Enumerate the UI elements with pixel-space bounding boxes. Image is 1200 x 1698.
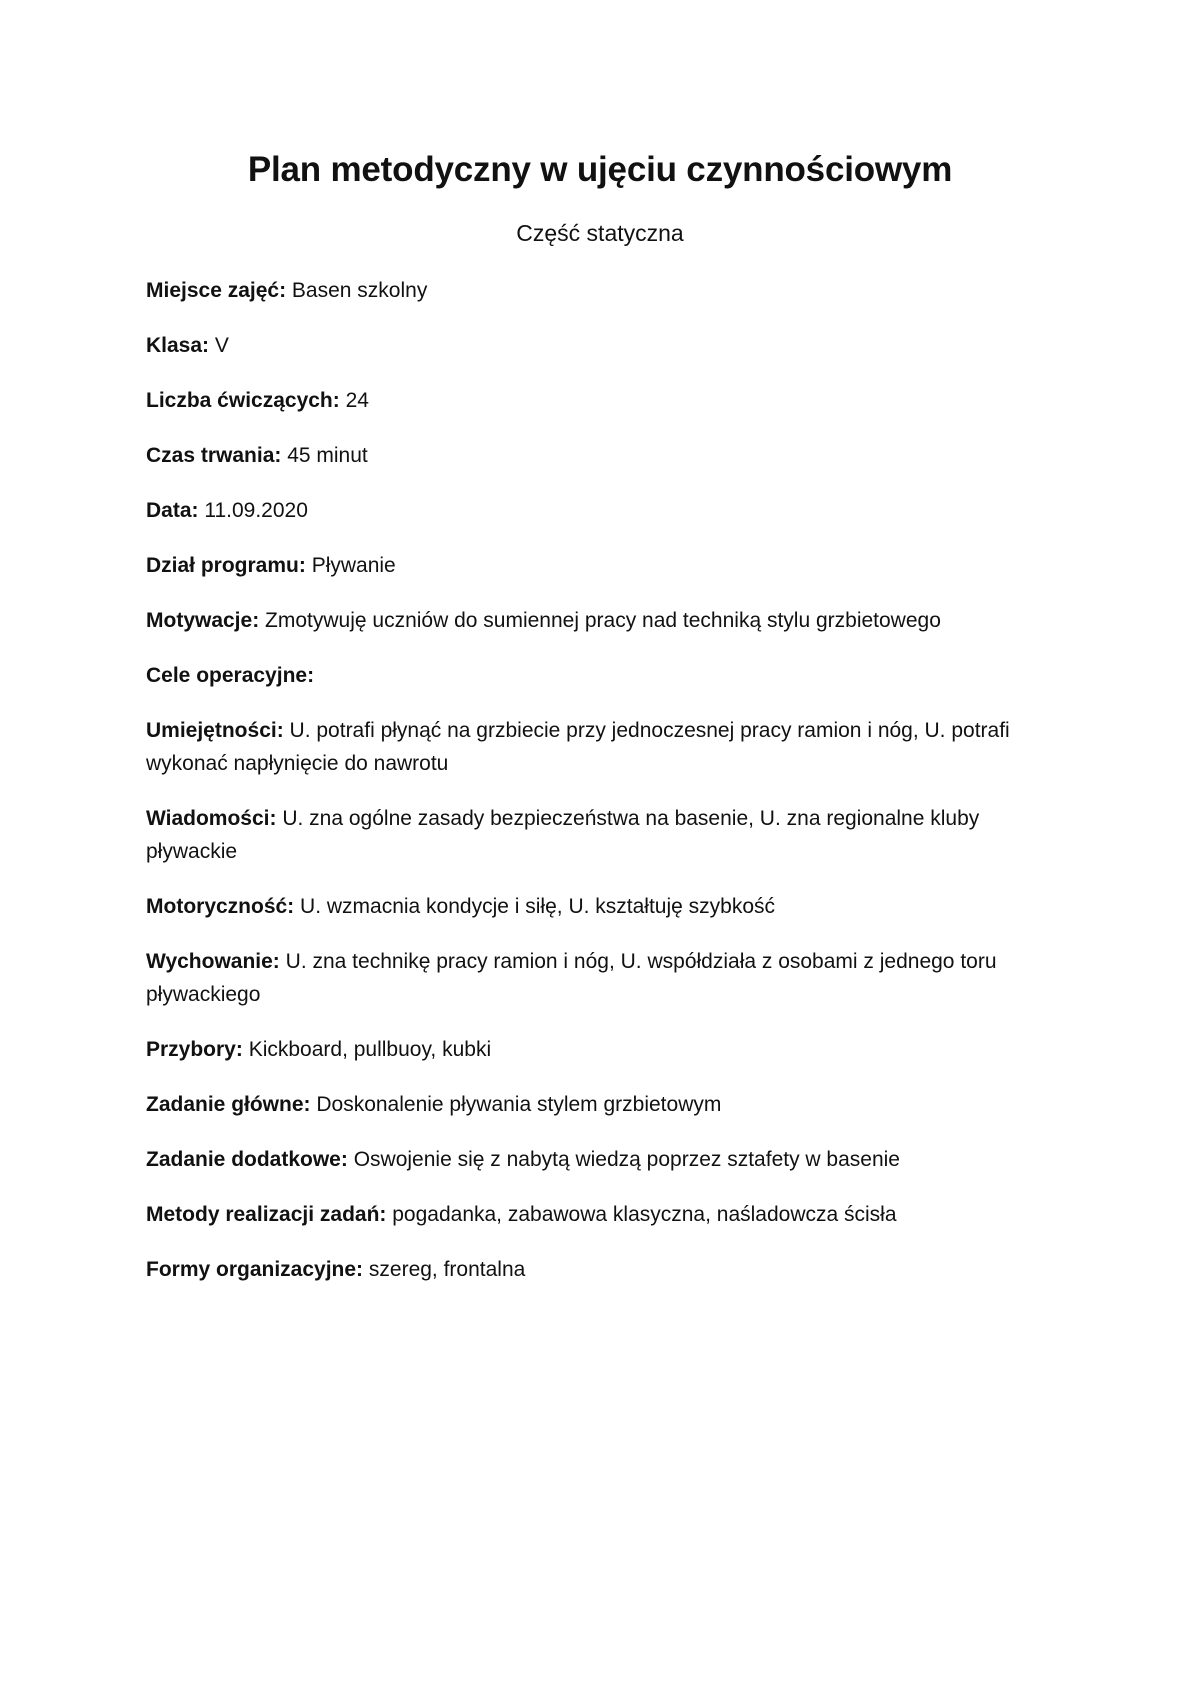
field-label: Dział programu: xyxy=(146,554,306,577)
document-title: Plan metodyczny w ujęciu czynnościowym xyxy=(247,150,953,189)
field-value: Kickboard, pullbuoy, kubki xyxy=(242,1038,492,1061)
field-value: Doskonalenie pływania stylem grzbietowym xyxy=(310,1093,722,1116)
field-label: Klasa: xyxy=(146,334,210,357)
field-label: Motywacje: xyxy=(146,609,260,632)
field-zadanie-glowne xyxy=(146,1088,1054,1121)
field-formy-organizacyjne xyxy=(146,1253,1054,1286)
field-label: Data: xyxy=(146,499,199,522)
field-label: Miejsce zajęć: xyxy=(146,279,287,302)
field-przybory xyxy=(146,1033,1054,1066)
field-liczba-cwiczacych xyxy=(146,384,1054,417)
field-label: Umiejętności: xyxy=(146,719,284,742)
field-label: Metody realizacji zadań: xyxy=(146,1203,387,1226)
field-value: Oswojenie się z nabytą wiedzą poprzez sztafety w basenie xyxy=(347,1148,900,1171)
field-cele-operacyjne xyxy=(146,659,1054,692)
field-zadanie-dodatkowe xyxy=(146,1143,1054,1176)
field-miejsce-zajec xyxy=(146,274,1054,307)
field-metody-realizacji xyxy=(146,1198,1054,1231)
field-klasa xyxy=(146,329,1054,362)
field-label: Formy organizacyjne: xyxy=(146,1258,364,1281)
field-wiadomosci xyxy=(146,802,1054,868)
field-value: U. wzmacnia kondycje i siłę, U. kształtuję szybkość xyxy=(294,895,776,918)
field-label: Przybory: xyxy=(146,1038,243,1061)
field-value: Basen szkolny xyxy=(286,279,428,302)
field-value: Pływanie xyxy=(305,554,396,577)
field-label: Cele operacyjne: xyxy=(146,664,315,687)
field-value: V xyxy=(209,334,229,357)
field-label: Motoryczność: xyxy=(146,895,295,918)
field-value: U. zna ogólne zasady bezpieczeństwa na basenie, U. zna regionalne kluby pływackie xyxy=(146,807,980,863)
field-value: 45 minut xyxy=(281,444,368,467)
field-label: Zadanie główne: xyxy=(146,1093,311,1116)
field-label: Wiadomości: xyxy=(146,807,277,830)
field-motorycznosc xyxy=(146,890,1054,923)
field-value: szereg, frontalna xyxy=(363,1258,526,1281)
field-list xyxy=(146,274,1054,1286)
field-umiejetnosci xyxy=(146,714,1054,780)
field-label: Zadanie dodatkowe: xyxy=(146,1148,348,1171)
field-value: U. zna technikę pracy ramion i nóg, U. współdziała z osobami z jednego toru pływackiego xyxy=(146,950,997,1006)
field-wychowanie xyxy=(146,945,1054,1011)
field-dzial-programu xyxy=(146,549,1054,582)
field-value: pogadanka, zabawowa klasyczna, naśladowcza ścisła xyxy=(386,1203,897,1226)
field-label: Liczba ćwiczących: xyxy=(146,389,340,412)
document-subtitle: Część statyczna xyxy=(516,220,684,246)
field-motywacje xyxy=(146,604,1054,637)
field-label: Czas trwania: xyxy=(146,444,282,467)
field-value: U. potrafi płynąć na grzbiecie przy jednoczesnej pracy ramion i nóg, U. potrafi wykonać napłynięcie do nawrotu xyxy=(146,719,1010,775)
field-value: 11.09.2020 xyxy=(198,499,308,522)
field-data xyxy=(146,494,1054,527)
field-czas-trwania xyxy=(146,439,1054,472)
field-label: Wychowanie: xyxy=(146,950,280,973)
field-value: Zmotywuję uczniów do sumiennej pracy nad techniką stylu grzbietowego xyxy=(259,609,941,632)
field-value: 24 xyxy=(339,389,369,412)
